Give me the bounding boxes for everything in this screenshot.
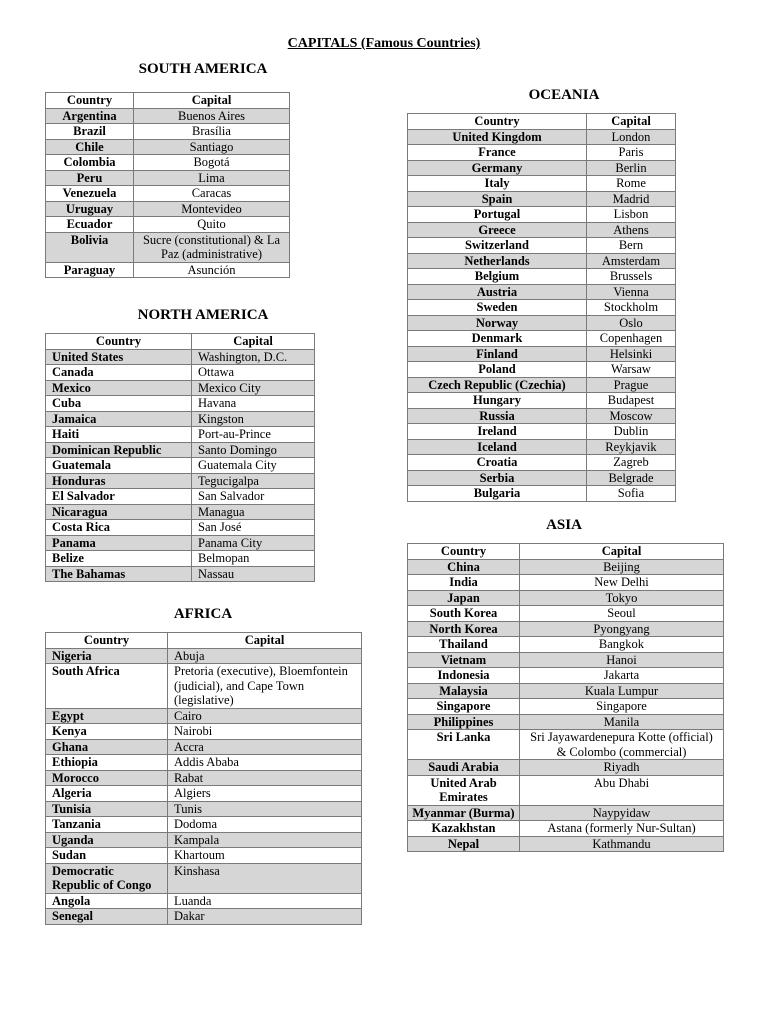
table-row bbox=[408, 821, 724, 837]
capital-cell: Guatemala City bbox=[192, 458, 315, 474]
capital-cell: Bangkok bbox=[520, 637, 724, 653]
capital-cell: Rome bbox=[587, 176, 676, 192]
capital-cell: Hanoi bbox=[520, 652, 724, 668]
capital-cell: Paris bbox=[587, 145, 676, 161]
capital-cell: Sri Jayawardenepura Kotte (official) & Colombo (commercial) bbox=[520, 730, 724, 760]
country-cell: Honduras bbox=[46, 473, 192, 489]
table-row bbox=[46, 427, 315, 443]
table-row bbox=[46, 566, 315, 582]
country-cell: South Africa bbox=[46, 664, 168, 709]
table-row bbox=[46, 155, 290, 171]
table-row bbox=[46, 893, 362, 909]
capital-cell: Abuja bbox=[168, 648, 362, 664]
capital-cell: Nassau bbox=[192, 566, 315, 582]
table-row bbox=[408, 714, 724, 730]
section-title-north-america: NORTH AMERICA bbox=[137, 307, 269, 323]
capital-cell: Seoul bbox=[520, 606, 724, 622]
country-cell: Algeria bbox=[46, 786, 168, 802]
africa-table bbox=[45, 632, 362, 925]
capital-cell: Nairobi bbox=[168, 724, 362, 740]
country-cell: Belgium bbox=[408, 269, 587, 285]
country-cell: China bbox=[408, 559, 520, 575]
country-cell: Greece bbox=[408, 222, 587, 238]
capital-cell: Buenos Aires bbox=[134, 108, 290, 124]
country-cell: Jamaica bbox=[46, 411, 192, 427]
table-row bbox=[408, 621, 724, 637]
country-cell: United Arab Emirates bbox=[408, 775, 520, 805]
table-row bbox=[46, 664, 362, 709]
country-cell: Panama bbox=[46, 535, 192, 551]
table-row bbox=[46, 124, 290, 140]
country-cell: Nicaragua bbox=[46, 504, 192, 520]
country-cell: Thailand bbox=[408, 637, 520, 653]
country-cell: Hungary bbox=[408, 393, 587, 409]
country-cell: Denmark bbox=[408, 331, 587, 347]
country-cell: Egypt bbox=[46, 708, 168, 724]
capital-cell: San Salvador bbox=[192, 489, 315, 505]
country-cell: Colombia bbox=[46, 155, 134, 171]
capital-cell: Budapest bbox=[587, 393, 676, 409]
capital-cell: Kingston bbox=[192, 411, 315, 427]
capital-cell: Santiago bbox=[134, 139, 290, 155]
table-row bbox=[46, 170, 290, 186]
country-cell: Iceland bbox=[408, 439, 587, 455]
country-cell: Austria bbox=[408, 284, 587, 300]
country-cell: Paraguay bbox=[46, 262, 134, 278]
capital-cell: Kampala bbox=[168, 832, 362, 848]
table-row bbox=[408, 300, 676, 316]
capital-cell: Panama City bbox=[192, 535, 315, 551]
table-row bbox=[46, 863, 362, 893]
table-row bbox=[408, 238, 676, 254]
capital-cell: Manila bbox=[520, 714, 724, 730]
table-row bbox=[408, 424, 676, 440]
table-row bbox=[46, 535, 315, 551]
table-row bbox=[408, 730, 724, 760]
capital-cell: Brasília bbox=[134, 124, 290, 140]
table-row bbox=[408, 191, 676, 207]
country-cell: Uganda bbox=[46, 832, 168, 848]
capital-cell: Abu Dhabi bbox=[520, 775, 724, 805]
capital-cell: Belgrade bbox=[587, 470, 676, 486]
column-header-capital: Capital bbox=[192, 334, 315, 350]
country-cell: Brazil bbox=[46, 124, 134, 140]
table-row bbox=[408, 393, 676, 409]
country-cell: Netherlands bbox=[408, 253, 587, 269]
capital-cell: Addis Ababa bbox=[168, 755, 362, 771]
table-row bbox=[46, 232, 290, 262]
capital-cell: Rabat bbox=[168, 770, 362, 786]
country-cell: Kazakhstan bbox=[408, 821, 520, 837]
capital-cell: Madrid bbox=[587, 191, 676, 207]
capital-cell: Tunis bbox=[168, 801, 362, 817]
table-row bbox=[46, 848, 362, 864]
country-cell: Guatemala bbox=[46, 458, 192, 474]
capital-cell: Warsaw bbox=[587, 362, 676, 378]
table-row bbox=[46, 786, 362, 802]
country-cell: Serbia bbox=[408, 470, 587, 486]
table-row bbox=[408, 222, 676, 238]
capital-cell: Berlin bbox=[587, 160, 676, 176]
capital-cell: Tokyo bbox=[520, 590, 724, 606]
capital-cell: Accra bbox=[168, 739, 362, 755]
table-row bbox=[46, 396, 315, 412]
capital-cell: Mexico City bbox=[192, 380, 315, 396]
capital-cell: Singapore bbox=[520, 699, 724, 715]
country-cell: Czech Republic (Czechia) bbox=[408, 377, 587, 393]
column-header-capital: Capital bbox=[520, 544, 724, 560]
capital-cell: Caracas bbox=[134, 186, 290, 202]
country-cell: Myanmar (Burma) bbox=[408, 805, 520, 821]
capital-cell: Sofia bbox=[587, 486, 676, 502]
country-cell: Mexico bbox=[46, 380, 192, 396]
table-row bbox=[408, 683, 724, 699]
table-row bbox=[408, 253, 676, 269]
table-row bbox=[408, 284, 676, 300]
capital-cell: Kinshasa bbox=[168, 863, 362, 893]
capital-cell: Havana bbox=[192, 396, 315, 412]
table-row bbox=[46, 139, 290, 155]
country-cell: Dominican Republic bbox=[46, 442, 192, 458]
capital-cell: Ottawa bbox=[192, 365, 315, 381]
capital-cell: Asunción bbox=[134, 262, 290, 278]
table-row bbox=[408, 377, 676, 393]
table-row bbox=[408, 362, 676, 378]
table-row bbox=[408, 760, 724, 776]
capital-cell: Montevideo bbox=[134, 201, 290, 217]
country-cell: North Korea bbox=[408, 621, 520, 637]
table-row bbox=[408, 145, 676, 161]
country-cell: Uruguay bbox=[46, 201, 134, 217]
table-row bbox=[408, 775, 724, 805]
capital-cell: Luanda bbox=[168, 893, 362, 909]
country-cell: Indonesia bbox=[408, 668, 520, 684]
capital-cell: Washington, D.C. bbox=[192, 349, 315, 365]
country-cell: Sweden bbox=[408, 300, 587, 316]
table-row bbox=[408, 176, 676, 192]
table-row bbox=[46, 442, 315, 458]
table-row bbox=[408, 590, 724, 606]
country-cell: Angola bbox=[46, 893, 168, 909]
country-cell: The Bahamas bbox=[46, 566, 192, 582]
country-cell: Germany bbox=[408, 160, 587, 176]
country-cell: Ecuador bbox=[46, 217, 134, 233]
capital-cell: Belmopan bbox=[192, 551, 315, 567]
capital-cell: Pyongyang bbox=[520, 621, 724, 637]
table-row bbox=[46, 473, 315, 489]
table-row bbox=[408, 315, 676, 331]
capital-cell: Algiers bbox=[168, 786, 362, 802]
table-row bbox=[46, 201, 290, 217]
country-cell: India bbox=[408, 575, 520, 591]
country-cell: Kenya bbox=[46, 724, 168, 740]
capital-cell: Astana (formerly Nur-Sultan) bbox=[520, 821, 724, 837]
country-cell: Tunisia bbox=[46, 801, 168, 817]
country-cell: Tanzania bbox=[46, 817, 168, 833]
country-cell: Ethiopia bbox=[46, 755, 168, 771]
column-header-country: Country bbox=[46, 334, 192, 350]
country-cell: Argentina bbox=[46, 108, 134, 124]
capital-cell: Moscow bbox=[587, 408, 676, 424]
table-row bbox=[46, 349, 315, 365]
table-row bbox=[408, 269, 676, 285]
country-cell: Sri Lanka bbox=[408, 730, 520, 760]
column-header-capital: Capital bbox=[134, 93, 290, 109]
table-row bbox=[46, 186, 290, 202]
country-cell: Russia bbox=[408, 408, 587, 424]
country-cell: United States bbox=[46, 349, 192, 365]
country-cell: South Korea bbox=[408, 606, 520, 622]
capital-cell: Lisbon bbox=[587, 207, 676, 223]
table-row bbox=[408, 486, 676, 502]
table-row bbox=[408, 129, 676, 145]
capital-cell: Santo Domingo bbox=[192, 442, 315, 458]
column-header-country: Country bbox=[408, 114, 587, 130]
column-header-capital: Capital bbox=[587, 114, 676, 130]
country-cell: Italy bbox=[408, 176, 587, 192]
country-cell: Nepal bbox=[408, 836, 520, 852]
country-cell: Switzerland bbox=[408, 238, 587, 254]
table-row bbox=[46, 708, 362, 724]
country-cell: Finland bbox=[408, 346, 587, 362]
capital-cell: Bogotá bbox=[134, 155, 290, 171]
capital-cell: San José bbox=[192, 520, 315, 536]
country-cell: Peru bbox=[46, 170, 134, 186]
country-cell: Bolivia bbox=[46, 232, 134, 262]
table-row bbox=[46, 458, 315, 474]
capital-cell: Jakarta bbox=[520, 668, 724, 684]
country-cell: Saudi Arabia bbox=[408, 760, 520, 776]
capital-cell: Reykjavik bbox=[587, 439, 676, 455]
capital-cell: Prague bbox=[587, 377, 676, 393]
south-america-table bbox=[45, 92, 290, 278]
capital-cell: Helsinki bbox=[587, 346, 676, 362]
capital-cell: Tegucigalpa bbox=[192, 473, 315, 489]
capital-cell: Lima bbox=[134, 170, 290, 186]
country-cell: Morocco bbox=[46, 770, 168, 786]
country-cell: Portugal bbox=[408, 207, 587, 223]
asia-table bbox=[407, 543, 724, 852]
table-row bbox=[46, 489, 315, 505]
table-row bbox=[46, 817, 362, 833]
country-cell: Belize bbox=[46, 551, 192, 567]
table-row bbox=[408, 668, 724, 684]
country-cell: Sudan bbox=[46, 848, 168, 864]
capital-cell: Quito bbox=[134, 217, 290, 233]
country-cell: Bulgaria bbox=[408, 486, 587, 502]
country-cell: Cuba bbox=[46, 396, 192, 412]
country-cell: Costa Rica bbox=[46, 520, 192, 536]
section-title-asia: ASIA bbox=[546, 517, 582, 533]
table-row bbox=[46, 520, 315, 536]
country-cell: Japan bbox=[408, 590, 520, 606]
section-title-oceania: OCEANIA bbox=[528, 87, 600, 103]
table-row bbox=[46, 217, 290, 233]
table-row bbox=[46, 724, 362, 740]
country-cell: Malaysia bbox=[408, 683, 520, 699]
country-cell: France bbox=[408, 145, 587, 161]
capital-cell: London bbox=[587, 129, 676, 145]
table-row bbox=[408, 652, 724, 668]
table-row bbox=[46, 380, 315, 396]
table-row bbox=[408, 160, 676, 176]
capital-cell: Zagreb bbox=[587, 455, 676, 471]
table-row bbox=[408, 699, 724, 715]
table-row bbox=[46, 648, 362, 664]
capital-cell: Beijing bbox=[520, 559, 724, 575]
table-row bbox=[408, 470, 676, 486]
table-row bbox=[46, 108, 290, 124]
table-row bbox=[46, 770, 362, 786]
capital-cell: Dodoma bbox=[168, 817, 362, 833]
country-cell: United Kingdom bbox=[408, 129, 587, 145]
country-cell: Ireland bbox=[408, 424, 587, 440]
country-cell: Nigeria bbox=[46, 648, 168, 664]
table-row bbox=[46, 739, 362, 755]
table-row bbox=[408, 346, 676, 362]
capital-cell: Riyadh bbox=[520, 760, 724, 776]
country-cell: Canada bbox=[46, 365, 192, 381]
table-row bbox=[408, 805, 724, 821]
column-header-country: Country bbox=[408, 544, 520, 560]
capital-cell: Kuala Lumpur bbox=[520, 683, 724, 699]
capital-cell: Amsterdam bbox=[587, 253, 676, 269]
country-cell: Vietnam bbox=[408, 652, 520, 668]
capital-cell: Cairo bbox=[168, 708, 362, 724]
capital-cell: Athens bbox=[587, 222, 676, 238]
section-title-south-america: SOUTH AMERICA bbox=[138, 61, 268, 77]
capital-cell: Pretoria (executive), Bloemfontein (judicial), and Cape Town (legislative) bbox=[168, 664, 362, 709]
country-cell: Senegal bbox=[46, 909, 168, 925]
country-cell: Chile bbox=[46, 139, 134, 155]
country-cell: Croatia bbox=[408, 455, 587, 471]
table-row bbox=[46, 262, 290, 278]
table-row bbox=[46, 365, 315, 381]
country-cell: El Salvador bbox=[46, 489, 192, 505]
table-row bbox=[408, 637, 724, 653]
country-cell: Democratic Republic of Congo bbox=[46, 863, 168, 893]
country-cell: Venezuela bbox=[46, 186, 134, 202]
column-header-country: Country bbox=[46, 633, 168, 649]
table-row bbox=[46, 504, 315, 520]
section-title-africa: AFRICA bbox=[173, 606, 233, 622]
capital-cell: Naypyidaw bbox=[520, 805, 724, 821]
table-row bbox=[408, 559, 724, 575]
table-row bbox=[408, 408, 676, 424]
table-row bbox=[46, 411, 315, 427]
country-cell: Spain bbox=[408, 191, 587, 207]
table-row bbox=[408, 455, 676, 471]
capital-cell: Dakar bbox=[168, 909, 362, 925]
capital-cell: Dublin bbox=[587, 424, 676, 440]
table-row bbox=[46, 551, 315, 567]
capital-cell: Vienna bbox=[587, 284, 676, 300]
column-header-country: Country bbox=[46, 93, 134, 109]
capital-cell: Port-au-Prince bbox=[192, 427, 315, 443]
country-cell: Ghana bbox=[46, 739, 168, 755]
table-row bbox=[46, 755, 362, 771]
capital-cell: Copenhagen bbox=[587, 331, 676, 347]
table-row bbox=[46, 909, 362, 925]
oceania-table bbox=[407, 113, 676, 502]
capital-cell: Kathmandu bbox=[520, 836, 724, 852]
table-row bbox=[46, 832, 362, 848]
table-row bbox=[408, 207, 676, 223]
capital-cell: Brussels bbox=[587, 269, 676, 285]
capital-cell: Sucre (constitutional) & La Paz (administrative) bbox=[134, 232, 290, 262]
capital-cell: New Delhi bbox=[520, 575, 724, 591]
country-cell: Poland bbox=[408, 362, 587, 378]
capital-cell: Oslo bbox=[587, 315, 676, 331]
capital-cell: Managua bbox=[192, 504, 315, 520]
table-row bbox=[408, 575, 724, 591]
table-row bbox=[408, 606, 724, 622]
column-header-capital: Capital bbox=[168, 633, 362, 649]
table-row bbox=[408, 331, 676, 347]
north-america-table bbox=[45, 333, 315, 582]
table-row bbox=[408, 439, 676, 455]
table-row bbox=[46, 801, 362, 817]
capital-cell: Khartoum bbox=[168, 848, 362, 864]
capital-cell: Stockholm bbox=[587, 300, 676, 316]
country-cell: Norway bbox=[408, 315, 587, 331]
table-row bbox=[408, 836, 724, 852]
country-cell: Philippines bbox=[408, 714, 520, 730]
capital-cell: Bern bbox=[587, 238, 676, 254]
document-title: CAPITALS (Famous Countries) bbox=[287, 36, 481, 51]
country-cell: Haiti bbox=[46, 427, 192, 443]
country-cell: Singapore bbox=[408, 699, 520, 715]
